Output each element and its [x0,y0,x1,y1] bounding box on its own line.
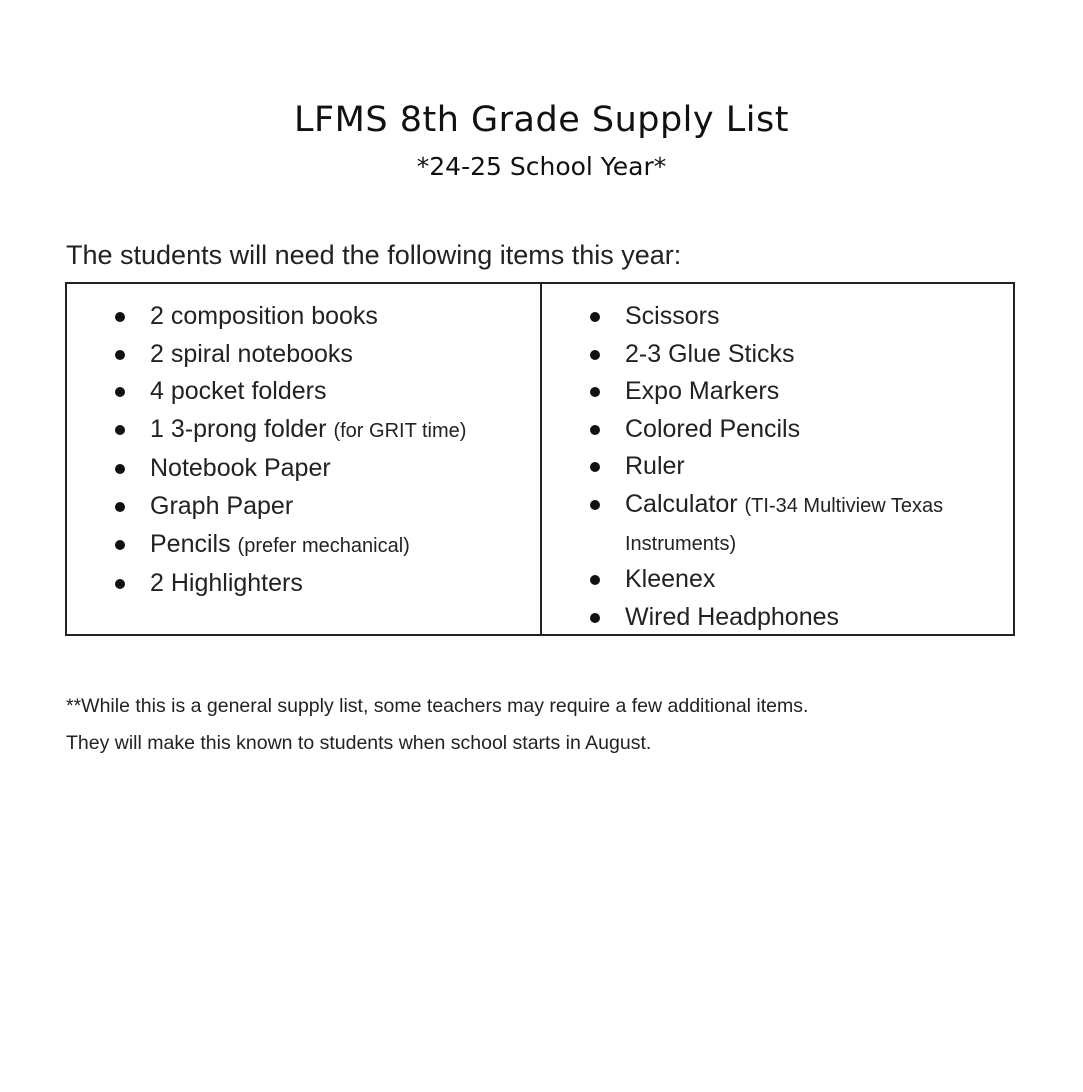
supply-item [542,411,1013,449]
footnote-line-1: **While this is a general supply list, some teachers may require a few additional items. [66,695,809,717]
bullet-icon [115,540,125,550]
bullet-icon [590,312,600,322]
supply-item-label: 1 3-prong folder [150,414,327,443]
bullet-icon [115,425,125,435]
bullet-icon [115,387,125,397]
bullet-icon [115,502,125,512]
intro-text: The students will need the following items this year: [66,240,682,270]
footnote-line-2: They will make this known to students when school starts in August. [66,732,652,754]
supply-item [542,599,1013,637]
supply-item [542,561,1013,599]
supply-item-label: Kleenex [625,565,716,594]
supply-item-note: (prefer mechanical) [237,534,410,557]
supply-item-label: Pencils [150,529,231,558]
supply-item-note: (TI-34 Multiview Texas Instruments) [625,494,944,555]
supply-item-note: (for GRIT time) [333,419,467,442]
supply-item [67,336,540,374]
supply-column-left [67,284,542,634]
supply-item [542,336,1013,374]
supply-list-right [542,284,1013,636]
supply-item [67,373,540,411]
bullet-icon [590,575,600,585]
footnote [66,688,1026,762]
bullet-icon [590,350,600,360]
supply-item [542,448,1013,486]
supply-item-label: Notebook Paper [150,454,331,483]
supply-item-label: Calculator [625,489,738,518]
supply-item [542,298,1013,336]
supply-item-label: 2 composition books [150,302,378,330]
bullet-icon [115,350,125,360]
bullet-icon [115,579,125,589]
bullet-icon [590,613,600,623]
supply-item [542,486,1013,561]
supply-item-label: 2-3 Glue Sticks [625,339,795,368]
supply-item-label: Scissors [625,302,720,330]
supply-item [67,565,540,603]
supply-item [67,526,540,566]
supply-item [67,450,540,488]
supply-item [542,373,1013,411]
bullet-icon [115,312,125,322]
supply-item [67,488,540,526]
school-year-subtitle: *24-25 School Year* [416,152,667,181]
supply-item-label: Wired Headphones [625,602,840,631]
bullet-icon [590,425,600,435]
supply-item-label: 2 Highlighters [150,569,303,598]
supply-item [67,298,540,336]
supply-item-label: Ruler [625,452,685,481]
bullet-icon [590,462,600,472]
supply-item-label: Colored Pencils [625,414,801,443]
supply-item-label: 2 spiral notebooks [150,339,353,368]
supply-item-label: Expo Markers [625,377,780,406]
supply-item [67,411,540,451]
bullet-icon [590,500,600,510]
page-title: LFMS 8th Grade Supply List [294,100,789,140]
bullet-icon [590,387,600,397]
supply-column-right [542,284,1013,634]
supply-list-left [67,284,540,603]
supply-item-label: Graph Paper [150,491,294,520]
supply-item-label: 4 pocket folders [150,377,327,406]
bullet-icon [115,464,125,474]
supply-table [65,282,1015,636]
